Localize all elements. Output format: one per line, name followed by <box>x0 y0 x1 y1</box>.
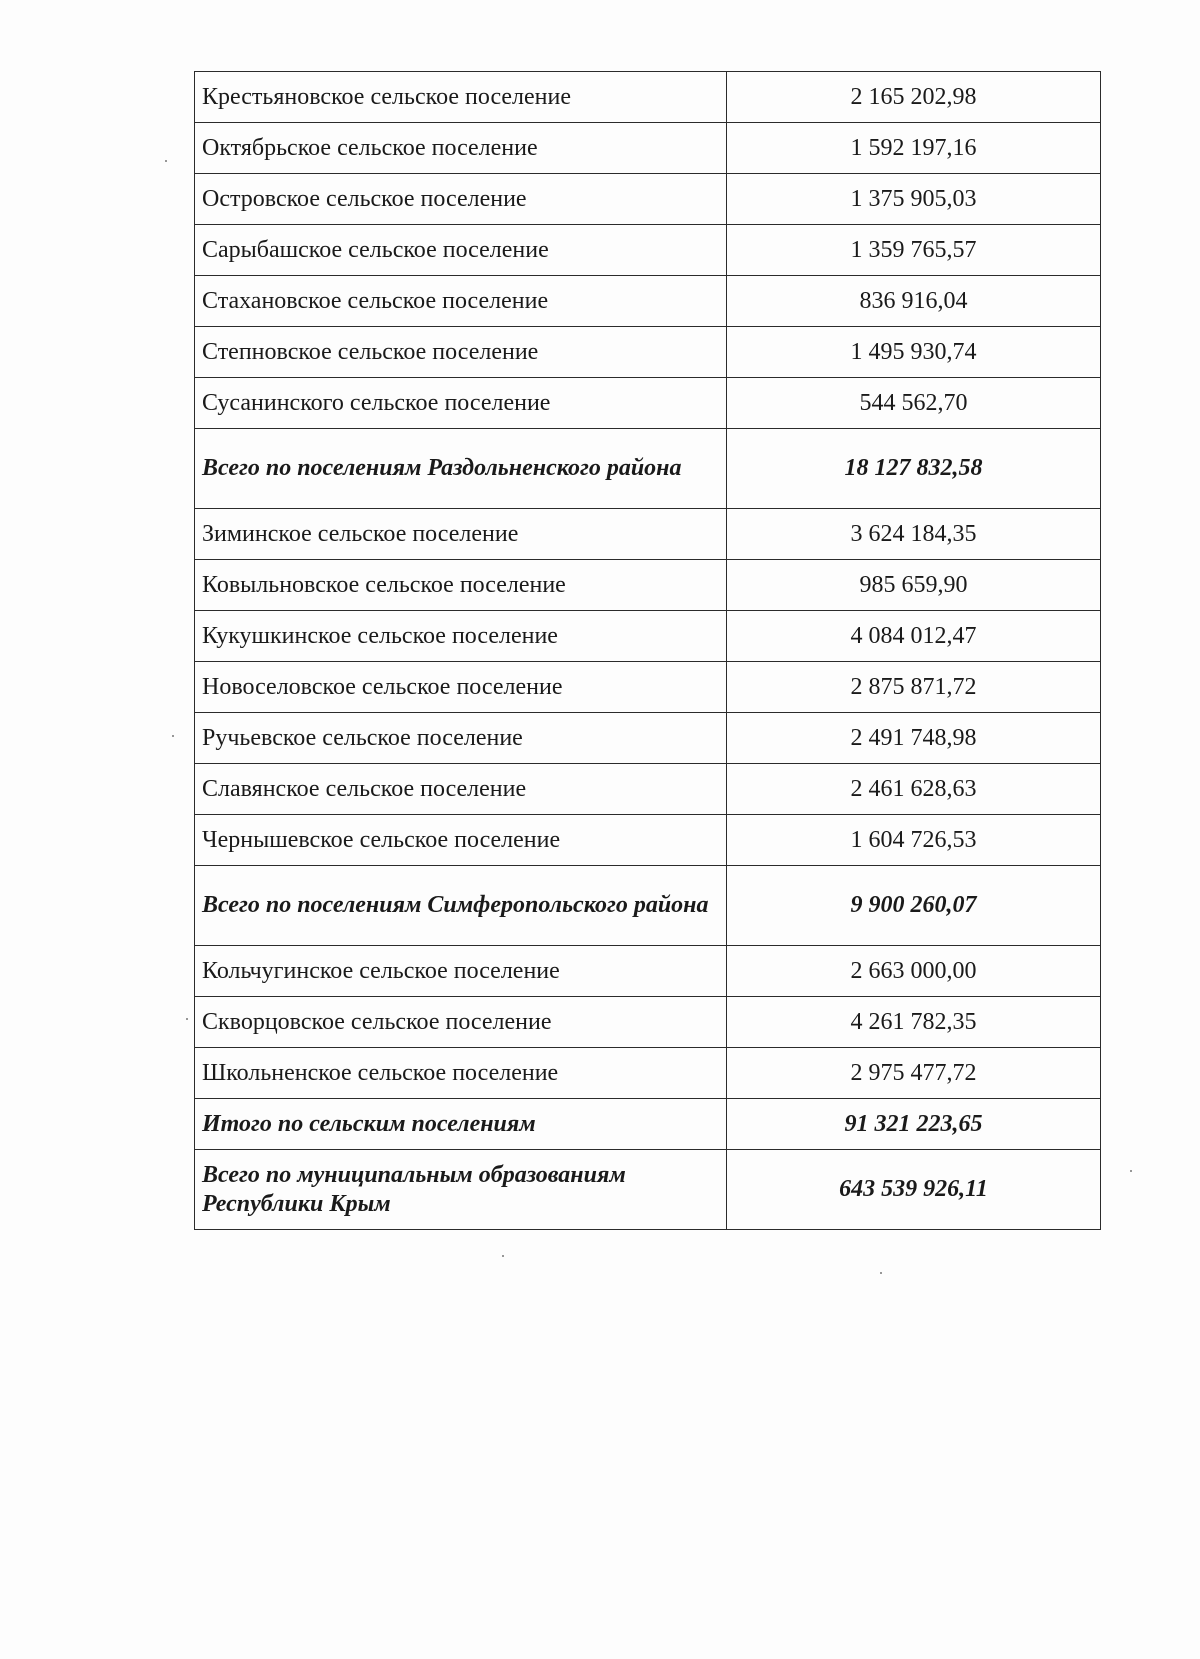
subtotal-label: Всего по поселениям Симферопольского района <box>195 866 727 946</box>
settlement-name: Стахановское сельское поселение <box>195 276 727 327</box>
table-row <box>195 509 1101 560</box>
rural-total-row <box>195 1099 1101 1150</box>
settlement-name: Школьненское сельское поселение <box>195 1048 727 1099</box>
settlement-amount: 985 659,90 <box>727 560 1101 611</box>
settlement-name: Сарыбашское сельское поселение <box>195 225 727 276</box>
settlement-name: Зиминское сельское поселение <box>195 509 727 560</box>
table-row <box>195 276 1101 327</box>
rural-total-label: Итого по сельским поселениям <box>195 1099 727 1150</box>
settlement-name: Чернышевское сельское поселение <box>195 815 727 866</box>
table-row <box>195 815 1101 866</box>
settlement-amount: 3 624 184,35 <box>727 509 1101 560</box>
settlement-name: Крестьяновское сельское поселение <box>195 72 727 123</box>
table-row <box>195 662 1101 713</box>
scan-speck <box>165 160 167 162</box>
table-row <box>195 378 1101 429</box>
settlement-amount: 1 359 765,57 <box>727 225 1101 276</box>
settlement-name: Кольчугинское сельское поселение <box>195 946 727 997</box>
table-row <box>195 611 1101 662</box>
scan-speck <box>186 1018 188 1020</box>
settlement-name: Скворцовское сельское поселение <box>195 997 727 1048</box>
subtotal-row <box>195 866 1101 946</box>
settlement-amount: 2 663 000,00 <box>727 946 1101 997</box>
table-row <box>195 560 1101 611</box>
settlement-amount: 4 084 012,47 <box>727 611 1101 662</box>
settlement-amount: 4 261 782,35 <box>727 997 1101 1048</box>
subtotal-label: Всего по поселениям Раздольненского района <box>195 429 727 509</box>
settlement-amount: 1 604 726,53 <box>727 815 1101 866</box>
scan-speck <box>1130 1170 1132 1172</box>
settlement-amount: 2 491 748,98 <box>727 713 1101 764</box>
table-row <box>195 174 1101 225</box>
settlement-amount: 2 165 202,98 <box>727 72 1101 123</box>
grand-total-label: Всего по муниципальным образованиям Республики Крым <box>195 1150 727 1230</box>
table-row <box>195 946 1101 997</box>
settlement-name: Сусанинского сельское поселение <box>195 378 727 429</box>
settlements-budget-table <box>194 71 1101 1230</box>
table-row <box>195 123 1101 174</box>
settlement-name: Новоселовское сельское поселение <box>195 662 727 713</box>
table-row <box>195 764 1101 815</box>
settlement-amount: 2 461 628,63 <box>727 764 1101 815</box>
table-row <box>195 713 1101 764</box>
table-row <box>195 327 1101 378</box>
table-row <box>195 225 1101 276</box>
subtotal-row <box>195 429 1101 509</box>
settlement-amount: 1 375 905,03 <box>727 174 1101 225</box>
scan-speck <box>502 1255 504 1257</box>
settlement-name: Славянское сельское поселение <box>195 764 727 815</box>
table-row <box>195 997 1101 1048</box>
rural-total-amount: 91 321 223,65 <box>727 1099 1101 1150</box>
settlement-amount: 1 495 930,74 <box>727 327 1101 378</box>
scan-speck <box>880 1272 882 1274</box>
settlement-name: Степновское сельское поселение <box>195 327 727 378</box>
settlement-name: Островское сельское поселение <box>195 174 727 225</box>
settlement-name: Ручьевское сельское поселение <box>195 713 727 764</box>
settlement-amount: 836 916,04 <box>727 276 1101 327</box>
subtotal-amount: 18 127 832,58 <box>727 429 1101 509</box>
table-row <box>195 1048 1101 1099</box>
settlement-name: Октябрьское сельское поселение <box>195 123 727 174</box>
grand-total-amount: 643 539 926,11 <box>727 1150 1101 1230</box>
settlement-amount: 2 875 871,72 <box>727 662 1101 713</box>
subtotal-amount: 9 900 260,07 <box>727 866 1101 946</box>
table-row <box>195 72 1101 123</box>
settlement-amount: 2 975 477,72 <box>727 1048 1101 1099</box>
settlement-name: Ковыльновское сельское поселение <box>195 560 727 611</box>
settlement-name: Кукушкинское сельское поселение <box>195 611 727 662</box>
grand-total-row <box>195 1150 1101 1230</box>
settlement-amount: 1 592 197,16 <box>727 123 1101 174</box>
settlement-amount: 544 562,70 <box>727 378 1101 429</box>
scan-speck <box>172 735 174 737</box>
